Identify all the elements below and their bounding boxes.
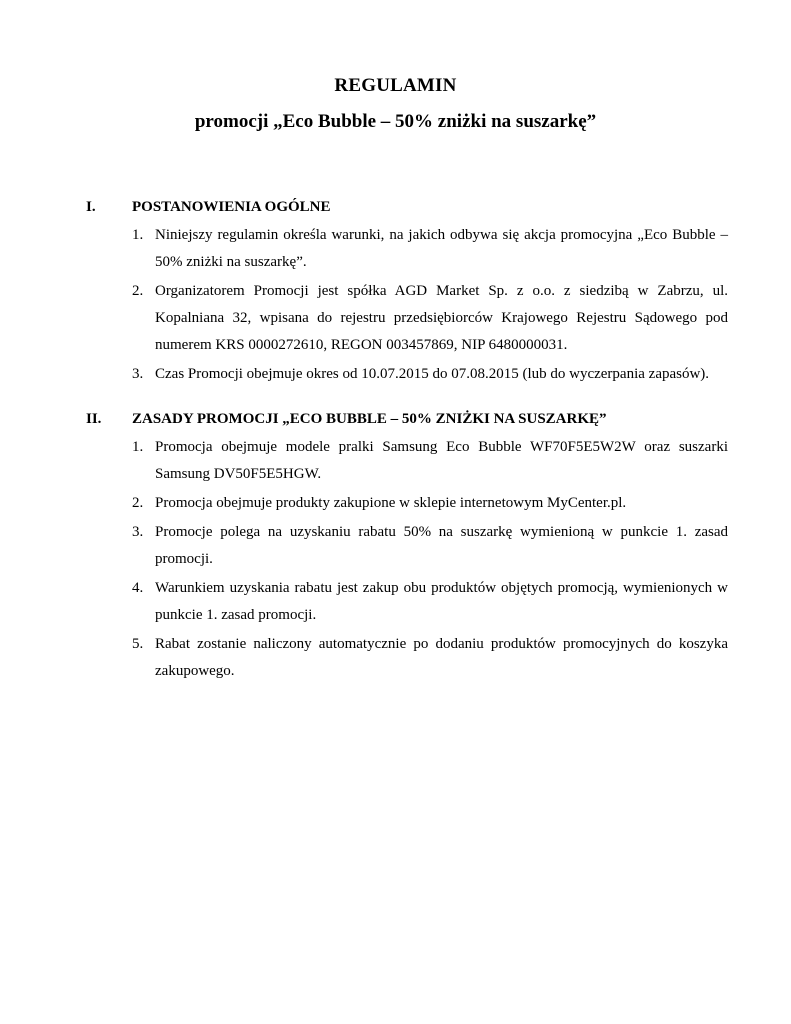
item-text: Organizatorem Promocji jest spółka AGD Market Sp. z o.o. z siedzibą w Zabrzu, ul. Kopalniana 32, wpisana do rejestru przedsiębiorców Krajowego Rejestru Sądowego pod numerem KRS 0000272610, REGON 003457869, NIP 6480000031. [155,283,728,353]
item-number: 1. [132,227,144,243]
document-title: REGULAMIN [334,75,457,96]
item-number: 1. [132,439,144,455]
list-item [0,361,791,388]
section-heading [0,196,791,218]
item-text: Niniejszy regulamin określa warunki, na jakich odbywa się akcja promocyjna „Eco Bubble – 50% zniżki na suszarkę”. [155,227,728,270]
item-text: Promocja obejmuje modele pralki Samsung Eco Bubble WF70F5E5W2W oraz suszarki Samsung DV50F5E5HGW. [155,439,728,482]
item-text: Rabat zostanie naliczony automatycznie po dodaniu produktów promocyjnych do koszyka zakupowego. [155,636,728,679]
item-text: Promocja obejmuje produkty zakupione w sklepie internetowym MyCenter.pl. [155,495,627,511]
list-item [0,222,791,276]
item-text: Czas Promocji obejmuje okres od 10.07.2015 do 07.08.2015 (lub do wyczerpania zapasów). [155,366,710,382]
section-title: ZASADY PROMOCJI „ECO BUBBLE – 50% ZNIŻKI NA SUSZARKĘ” [132,411,607,427]
section-general-provisions [0,196,791,390]
item-text: Warunkiem uzyskania rabatu jest zakup obu produktów objętych promocją, wymienionych w punkcie 1. zasad promocji. [155,580,728,623]
item-number: 5. [132,636,144,652]
section-heading [0,408,791,430]
list-item [0,575,791,629]
list-item [0,434,791,488]
item-number: 2. [132,283,144,299]
list-item [0,278,791,359]
list-item [0,631,791,685]
section-number: II. [86,411,102,427]
section-number: I. [86,199,96,215]
item-text: Promocje polega na uzyskaniu rabatu 50% na suszarkę wymienioną w punkcie 1. zasad promocji. [155,524,728,567]
section-title: POSTANOWIENIA OGÓLNE [132,199,331,215]
list-item [0,490,791,517]
item-number: 2. [132,495,144,511]
item-number: 3. [132,366,144,382]
section-items [0,434,791,685]
section-items [0,222,791,388]
item-number: 3. [132,524,144,540]
list-item [0,519,791,573]
document-subtitle: promocji „Eco Bubble – 50% zniżki na suszarkę” [194,111,597,132]
section-promotion-rules [0,408,791,687]
item-number: 4. [132,580,144,596]
